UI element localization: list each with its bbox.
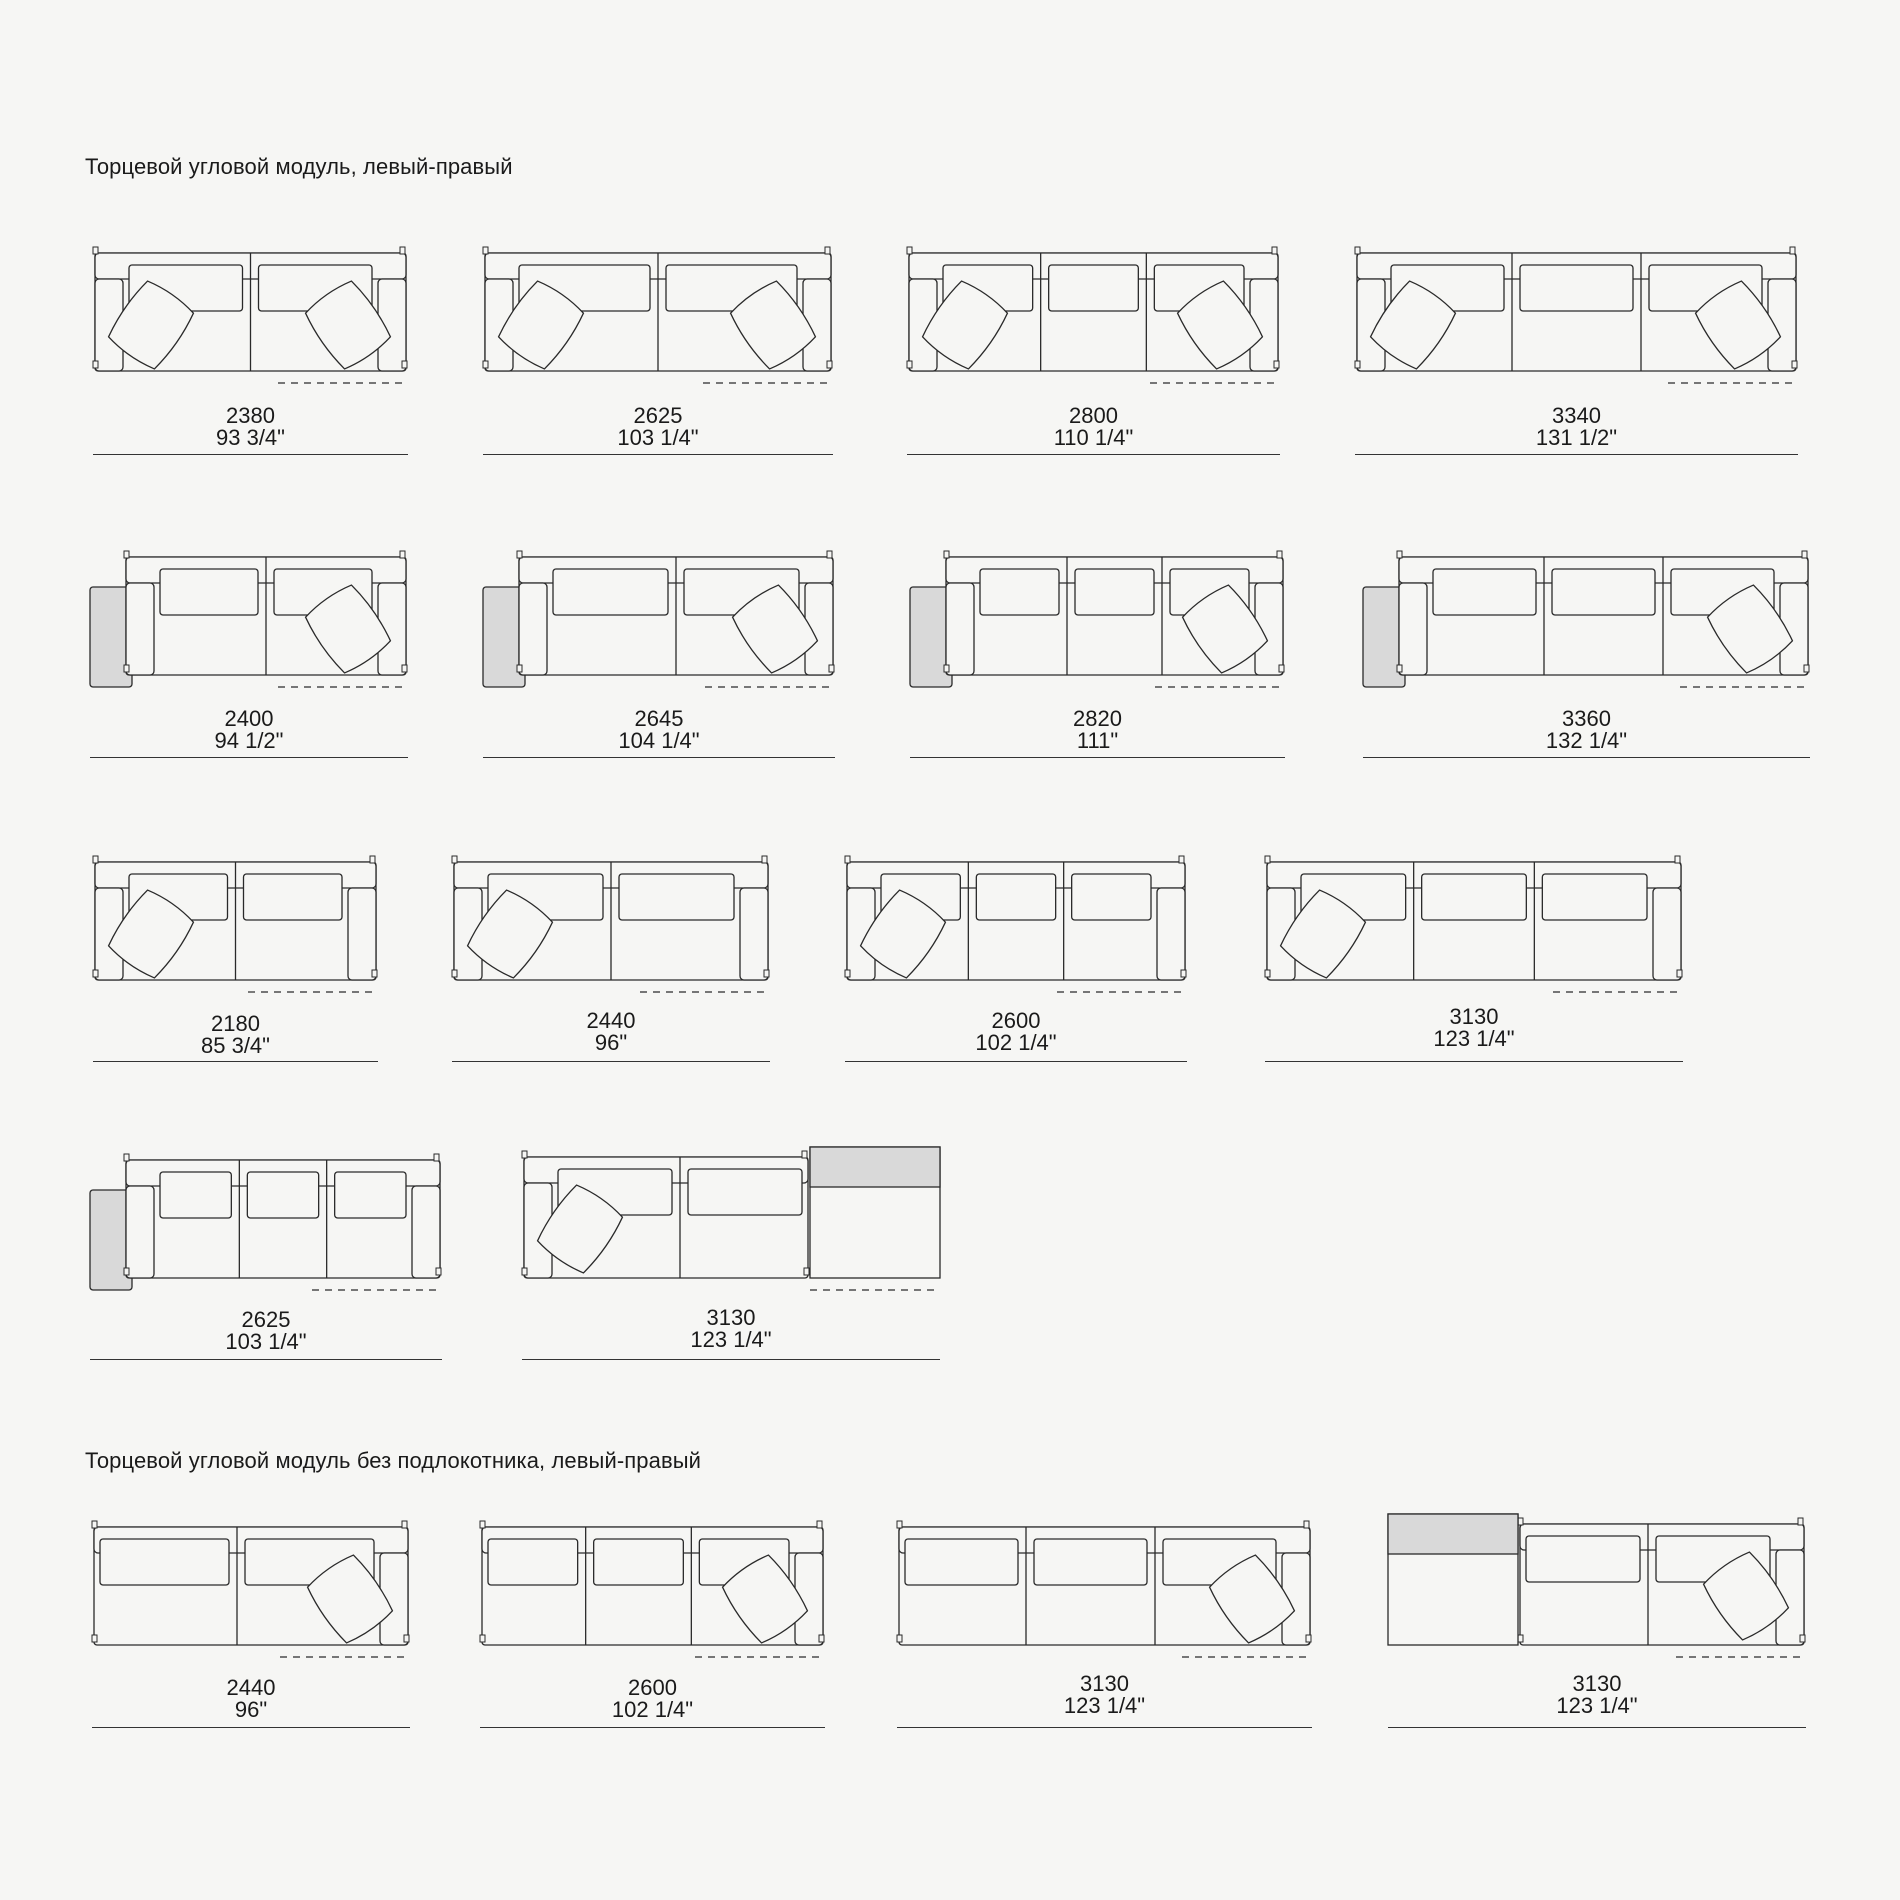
sofa-configuration <box>522 1147 940 1363</box>
back-cushion <box>488 1539 578 1585</box>
width-inches: 85 3/4" <box>201 1033 270 1058</box>
armrest-right <box>1157 888 1185 980</box>
armrest-left <box>1399 583 1427 675</box>
sofa-foot <box>483 247 488 254</box>
sofa-plan-drawing <box>93 243 408 383</box>
dimension-label <box>93 405 408 449</box>
sofa-plan-drawing <box>90 1150 442 1290</box>
sofa-configuration <box>910 547 1285 761</box>
width-mm: 2625 <box>633 403 683 428</box>
back-cushion <box>594 1539 684 1585</box>
sofa-configuration <box>1265 852 1683 1065</box>
armrest-right <box>412 1186 440 1278</box>
sofa-foot <box>1802 551 1807 558</box>
sofa-foot <box>1265 856 1270 863</box>
width-mm: 2440 <box>226 1675 276 1700</box>
back-cushion <box>160 569 258 615</box>
back-cushion <box>1034 1539 1147 1585</box>
sofa-foot <box>819 1635 824 1642</box>
sofa-plan-drawing <box>910 547 1285 687</box>
dimension-rule <box>483 454 833 455</box>
sofa-foot <box>1518 1635 1523 1642</box>
dimension-rule <box>452 1061 770 1062</box>
sofa-configuration <box>483 547 835 761</box>
sofa-foot <box>124 1268 129 1275</box>
sofa-foot <box>944 665 949 672</box>
section-title: Торцевой угловой модуль, левый-правый <box>85 154 513 179</box>
sofa-configuration <box>897 1517 1312 1731</box>
sofa-foot <box>92 1521 97 1528</box>
dimension-label <box>907 405 1280 449</box>
sofa-foot <box>829 665 834 672</box>
sofa-foot <box>907 247 912 254</box>
sofa-plan-drawing <box>907 243 1280 383</box>
dimension-label <box>845 1010 1187 1054</box>
sofa-foot <box>483 361 488 368</box>
ottoman-top <box>1388 1514 1518 1554</box>
width-mm: 2600 <box>991 1008 1041 1033</box>
width-inches: 103 1/4" <box>225 1329 307 1354</box>
back-cushion <box>688 1169 802 1215</box>
sofa-foot <box>1397 665 1402 672</box>
sofa-foot <box>517 665 522 672</box>
sofa-plan-drawing <box>845 852 1187 992</box>
sofa-configuration <box>90 547 408 761</box>
sofa-configuration <box>1363 547 1810 761</box>
dimension-rule <box>483 757 835 758</box>
armrest-right <box>740 888 768 980</box>
dimension-rule <box>522 1359 940 1360</box>
dimension-rule <box>90 1359 442 1360</box>
width-mm: 3340 <box>1552 403 1601 428</box>
sofa-foot <box>372 970 377 977</box>
sofa-plan-drawing <box>897 1517 1312 1657</box>
width-inches: 131 1/2" <box>1535 425 1618 450</box>
back-cushion <box>976 874 1055 920</box>
dimension-label <box>483 708 835 752</box>
back-cushion <box>1072 874 1151 920</box>
sofa-plan-drawing <box>483 547 835 687</box>
dimension-label <box>522 1307 940 1351</box>
sofa-plan-drawing <box>1388 1514 1806 1657</box>
sofa-plan-drawing <box>1265 852 1683 992</box>
sofa-foot <box>480 1635 485 1642</box>
sofa-foot <box>480 1521 485 1528</box>
section-title: Торцевой угловой модуль без подлокотника, левый-правый <box>85 1448 702 1473</box>
armrest-left <box>126 1186 154 1278</box>
sofa-foot <box>1355 361 1360 368</box>
sofa-foot <box>804 1268 809 1275</box>
sofa-foot <box>1518 1518 1523 1525</box>
sofa-foot <box>1306 1635 1311 1642</box>
sofa-foot <box>802 1151 807 1158</box>
armrest-left <box>946 583 974 675</box>
width-inches: 104 1/4" <box>618 728 700 753</box>
sofa-plan-drawing <box>93 852 378 992</box>
dimension-label <box>1355 405 1798 449</box>
sofa-foot <box>517 551 522 558</box>
back-cushion <box>1422 874 1527 920</box>
dimension-label <box>897 1673 1312 1717</box>
width-mm: 2400 <box>224 706 274 731</box>
back-cushion <box>100 1539 229 1585</box>
sofa-foot <box>124 551 129 558</box>
sofa-foot <box>400 551 405 558</box>
width-inches: 123 1/4" <box>690 1327 772 1352</box>
width-mm: 2625 <box>241 1307 291 1332</box>
sofa-plan-drawing <box>483 243 833 383</box>
dimension-rule <box>480 1727 825 1728</box>
width-inches: 123 1/4" <box>1433 1026 1515 1051</box>
dimension-label <box>1388 1673 1806 1717</box>
width-mm: 2380 <box>226 403 275 428</box>
back-cushion <box>244 874 343 920</box>
width-mm: 2180 <box>211 1011 260 1036</box>
dimension-rule <box>897 1727 1312 1728</box>
dimension-rule <box>907 454 1280 455</box>
sofa-foot <box>452 970 457 977</box>
sofa-plan-drawing <box>1355 243 1798 383</box>
sofa-foot <box>825 247 830 254</box>
sofa-foot <box>1792 361 1797 368</box>
width-inches: 132 1/4" <box>1545 728 1628 753</box>
sofa-foot <box>92 1635 97 1642</box>
sofa-foot <box>1279 665 1284 672</box>
sofa-foot <box>897 1521 902 1528</box>
sofa-foot <box>452 856 457 863</box>
sofa-foot <box>93 361 98 368</box>
dimension-label <box>92 1677 410 1721</box>
armrest-left <box>126 583 154 675</box>
sofa-foot <box>402 361 407 368</box>
back-cushion <box>247 1172 318 1218</box>
sofa-plan-drawing <box>480 1517 825 1657</box>
width-inches: 103 1/4" <box>617 425 699 450</box>
sofa-configuration <box>1355 243 1798 458</box>
width-mm: 2645 <box>634 706 684 731</box>
sofa-foot <box>434 1154 439 1161</box>
width-mm: 2600 <box>628 1675 677 1700</box>
width-mm: 3130 <box>1572 1671 1622 1696</box>
armrest-right <box>1653 888 1681 980</box>
dimension-rule <box>910 757 1285 758</box>
sofa-foot <box>522 1268 527 1275</box>
dimension-rule <box>1355 454 1798 455</box>
sofa-foot <box>907 361 912 368</box>
sofa-foot <box>762 856 767 863</box>
width-inches: 93 3/4" <box>216 425 285 450</box>
dimension-label <box>1265 1006 1683 1050</box>
dimension-label <box>93 1013 378 1057</box>
sofa-foot <box>817 1521 822 1528</box>
ottoman-top <box>810 1147 940 1187</box>
width-mm: 2440 <box>586 1008 636 1033</box>
sofa-foot <box>93 970 98 977</box>
back-cushion <box>1049 265 1139 311</box>
dimension-rule <box>93 454 408 455</box>
back-cushion <box>1520 265 1633 311</box>
dimension-label <box>910 708 1285 752</box>
sofa-foot <box>764 970 769 977</box>
back-cushion <box>1433 569 1536 615</box>
sofa-foot <box>402 1521 407 1528</box>
sofa-foot <box>1355 247 1360 254</box>
sofa-configuration <box>452 852 770 1065</box>
sofa-foot <box>93 856 98 863</box>
sofa-foot <box>1272 247 1277 254</box>
sofa-foot <box>370 856 375 863</box>
back-cushion <box>905 1539 1018 1585</box>
armrest-left <box>519 583 547 675</box>
back-cushion <box>335 1172 406 1218</box>
sofa-foot <box>1804 665 1809 672</box>
sofa-foot <box>1181 970 1186 977</box>
dimension-rule <box>845 1061 1187 1062</box>
sofa-foot <box>1179 856 1184 863</box>
dimension-label <box>90 1309 442 1353</box>
width-mm: 3130 <box>1080 1671 1129 1696</box>
back-cushion <box>1552 569 1655 615</box>
sofa-foot <box>1277 551 1282 558</box>
armrest-right <box>348 888 376 980</box>
back-cushion <box>553 569 668 615</box>
sofa-foot <box>845 970 850 977</box>
sofa-foot <box>1304 1521 1309 1528</box>
back-cushion <box>980 569 1059 615</box>
back-cushion <box>619 874 734 920</box>
dimension-label <box>483 405 833 449</box>
sofa-plan-drawing <box>92 1517 410 1657</box>
sofa-foot <box>1675 856 1680 863</box>
width-inches: 94 1/2" <box>214 728 284 753</box>
dimension-rule <box>90 757 408 758</box>
dimension-label <box>90 708 408 752</box>
sofa-plan-drawing <box>1363 547 1810 687</box>
sofa-foot <box>1800 1635 1805 1642</box>
sofa-configuration <box>480 1517 825 1731</box>
width-inches: 102 1/4" <box>611 1697 694 1722</box>
sofa-foot <box>400 247 405 254</box>
dimension-label <box>452 1010 770 1054</box>
sofa-foot <box>827 361 832 368</box>
width-mm: 3360 <box>1562 706 1611 731</box>
sofa-foot <box>404 1635 409 1642</box>
sofa-foot <box>845 856 850 863</box>
sofa-foot <box>1397 551 1402 558</box>
sofa-plan-drawing <box>90 547 408 687</box>
dimension-rule <box>93 1061 378 1062</box>
sofa-configuration <box>93 852 378 1065</box>
width-inches: 110 1/4" <box>1053 425 1134 450</box>
sofa-foot <box>1265 970 1270 977</box>
sofa-configuration <box>907 243 1280 458</box>
sofa-configuration <box>845 852 1187 1065</box>
width-inches: 123 1/4" <box>1556 1693 1638 1718</box>
sofa-foot <box>1798 1518 1803 1525</box>
width-inches: 96" <box>234 1697 268 1722</box>
dimension-rule <box>1363 757 1810 758</box>
sofa-plan-drawing <box>452 852 770 992</box>
sofa-configuration <box>1388 1514 1806 1731</box>
sofa-foot <box>522 1151 527 1158</box>
back-cushion <box>1526 1536 1640 1582</box>
sofa-foot <box>436 1268 441 1275</box>
sofa-foot <box>897 1635 902 1642</box>
sofa-foot <box>402 665 407 672</box>
sofa-foot <box>124 665 129 672</box>
sofa-foot <box>1677 970 1682 977</box>
sofa-foot <box>944 551 949 558</box>
width-mm: 2820 <box>1073 706 1122 731</box>
width-inches: 96" <box>594 1030 628 1055</box>
sofa-plan-drawing <box>522 1147 940 1290</box>
width-inches: 111" <box>1076 728 1119 753</box>
back-cushion <box>160 1172 231 1218</box>
width-inches: 102 1/4" <box>975 1030 1057 1055</box>
sofa-configuration <box>93 243 408 458</box>
sofa-configuration <box>483 243 833 458</box>
dimension-label <box>480 1677 825 1721</box>
dimension-rule <box>92 1727 410 1728</box>
width-mm: 2800 <box>1069 403 1118 428</box>
back-cushion <box>1542 874 1647 920</box>
dimension-label <box>1363 708 1810 752</box>
back-cushion <box>1075 569 1154 615</box>
width-mm: 3130 <box>1449 1004 1499 1029</box>
sofa-foot <box>1274 361 1279 368</box>
sofa-configuration <box>92 1517 410 1731</box>
dimension-rule <box>1265 1061 1683 1062</box>
dimension-rule <box>1388 1727 1806 1728</box>
width-mm: 3130 <box>706 1305 756 1330</box>
sofa-foot <box>124 1154 129 1161</box>
sofa-foot <box>827 551 832 558</box>
width-inches: 123 1/4" <box>1063 1693 1146 1718</box>
sofa-foot <box>93 247 98 254</box>
sofa-foot <box>1790 247 1795 254</box>
sofa-configuration <box>90 1150 442 1363</box>
